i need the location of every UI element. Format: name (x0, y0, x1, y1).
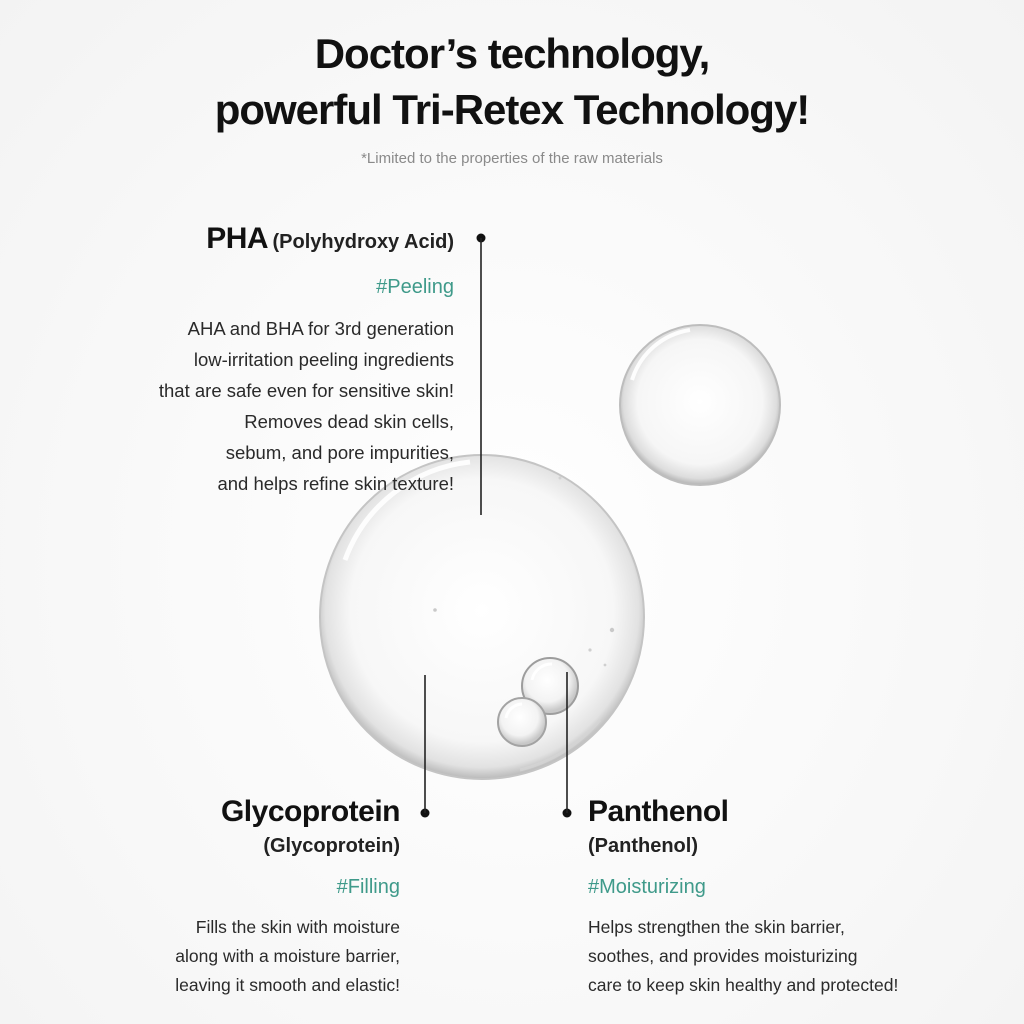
ingredient-heading (14, 222, 454, 256)
ingredient-description (14, 313, 454, 499)
description-line: AHA and BHA for 3rd generation (187, 318, 454, 339)
title-line-2: powerful Tri-Retex Technology! (214, 86, 810, 133)
small-droplet (620, 325, 780, 485)
ingredient-tag: #Peeling (376, 276, 454, 298)
large-droplet (320, 455, 644, 779)
ingredient-glycoprotein (20, 795, 400, 1000)
description-line: care to keep skin healthy and protected! (588, 975, 899, 995)
description-line: along with a moisture barrier, (175, 946, 400, 966)
ingredient-name: PHA (206, 222, 269, 255)
ingredient-subtitle: (Panthenol) (588, 835, 698, 857)
ingredient-subtitle: (Polyhydroxy Acid) (272, 231, 454, 253)
ingredient-subtitle: (Glycoprotein) (263, 835, 400, 857)
ingredient-name: Glycoprotein (220, 795, 400, 828)
ingredient-description (588, 913, 1008, 1000)
description-line: soothes, and provides moisturizing (588, 946, 858, 966)
ingredient-description (20, 913, 400, 1000)
description-line: low-irritation peeling ingredients (193, 349, 454, 370)
title-line-1: Doctor’s technology, (314, 30, 710, 77)
description-line: Removes dead skin cells, (244, 411, 454, 432)
description-line: that are safe even for sensitive skin! (158, 380, 454, 401)
disclaimer-note: *Limited to the properties of the raw materials (361, 150, 663, 167)
ingredient-panthenol (588, 795, 1008, 1000)
description-line: Helps strengthen the skin barrier, (588, 917, 845, 937)
description-line: leaving it smooth and elastic! (175, 975, 400, 995)
description-line: and helps refine skin texture! (217, 473, 454, 494)
ingredient-tag: #Moisturizing (588, 876, 706, 898)
ingredient-tag: #Filling (336, 876, 400, 898)
ingredient-name: Panthenol (588, 795, 729, 828)
description-line: Fills the skin with moisture (195, 917, 400, 937)
ingredient-pha (14, 222, 454, 499)
description-line: sebum, and pore impurities, (225, 442, 454, 463)
